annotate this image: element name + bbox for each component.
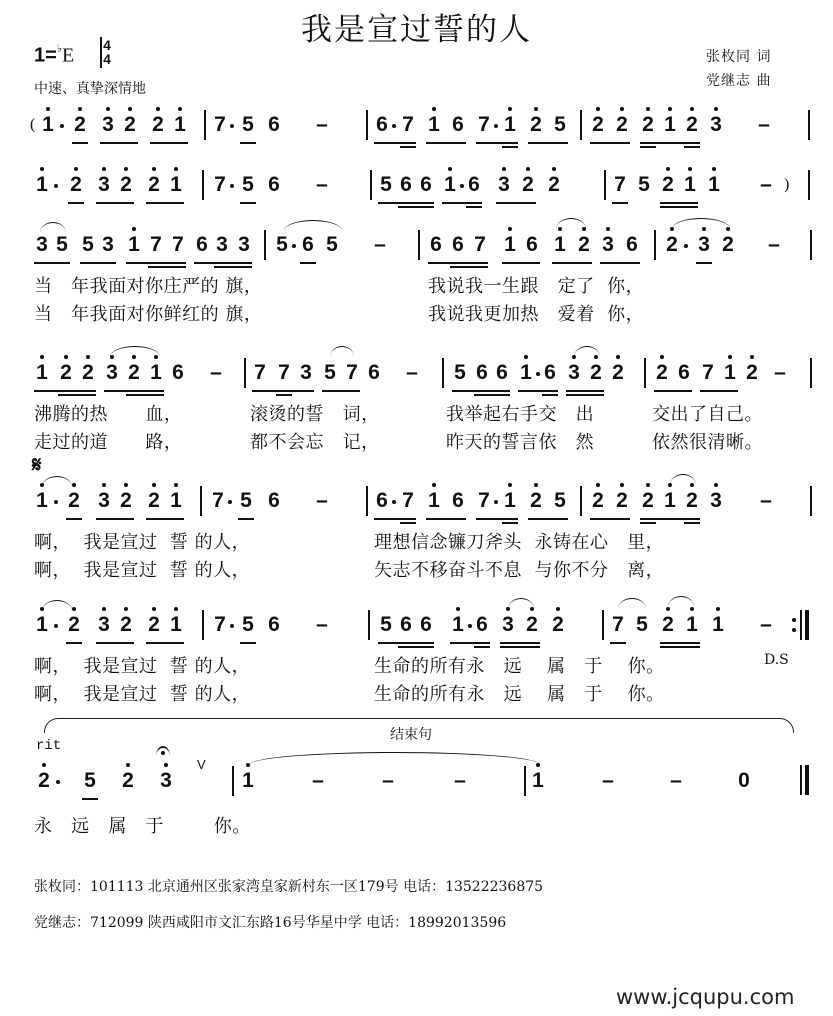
- note: 5: [554, 113, 566, 136]
- note: 6: [430, 233, 442, 256]
- note: 3: [158, 768, 174, 794]
- score-line-4: [0, 360, 833, 400]
- lyric-v1: 沸腾的热 血，: [34, 404, 183, 425]
- note: 3: [100, 112, 116, 138]
- note: 2: [664, 232, 680, 258]
- note: 2: [640, 112, 656, 138]
- note: 7: [702, 361, 714, 384]
- note: 6: [368, 361, 380, 384]
- note: 3: [216, 233, 228, 256]
- note: 5: [242, 113, 254, 136]
- lyric-v2: 我说我更加热 爱着 你，: [428, 304, 645, 325]
- rit-marking: rit: [36, 738, 62, 754]
- note: 1: [662, 488, 678, 514]
- note: 7: [346, 361, 358, 384]
- note: 7: [150, 233, 162, 256]
- note: 5: [84, 769, 96, 792]
- note-rest: 0: [738, 769, 750, 792]
- note-dash: –: [774, 361, 786, 384]
- note: 2: [126, 360, 142, 386]
- segno-icon: 𝄋: [32, 452, 42, 478]
- note: 5: [56, 233, 68, 256]
- note: 1: [426, 112, 442, 138]
- note: 2: [590, 112, 606, 138]
- note: 1: [552, 232, 568, 258]
- note: 5: [380, 173, 392, 196]
- note: 6: [400, 173, 412, 196]
- note: 6: [302, 233, 314, 256]
- note: 6: [678, 361, 690, 384]
- note: 6: [468, 173, 480, 196]
- tie: [250, 752, 540, 767]
- composer-credit: 党继志 曲: [706, 73, 772, 89]
- note: 5: [242, 173, 254, 196]
- note: 6: [452, 233, 464, 256]
- note: 3: [708, 112, 724, 138]
- note: 7: [614, 173, 626, 196]
- final-barline-thin: [800, 765, 802, 795]
- lyric-v2: 啊， 我是宣过 誓 的人，: [34, 560, 251, 581]
- note: 6: [420, 173, 432, 196]
- note: 1: [710, 612, 726, 638]
- note: 3: [500, 612, 516, 638]
- lyric-v1: 交出了自己。: [652, 404, 763, 425]
- note: 5: [636, 613, 648, 636]
- note: 2: [528, 488, 544, 514]
- note: 1: [426, 488, 442, 514]
- note: 2: [660, 612, 676, 638]
- note: 2: [118, 612, 134, 638]
- note: 1: [502, 112, 518, 138]
- note: 5: [324, 361, 336, 384]
- note: 2: [744, 360, 760, 386]
- score-line-2: [0, 172, 833, 212]
- note: 2: [640, 488, 656, 514]
- note: 2: [528, 112, 544, 138]
- note-dash: –: [406, 361, 418, 384]
- song-title: 我是宣过誓的人: [301, 12, 532, 48]
- note: 1: [706, 172, 722, 198]
- note: 2: [118, 488, 134, 514]
- note: 2: [550, 612, 566, 638]
- note-dash: –: [316, 489, 328, 512]
- note: 7: [478, 489, 490, 512]
- key-signature: 1=♭E: [34, 43, 75, 67]
- lyric-v2: 啊， 我是宣过 誓 的人，: [34, 684, 251, 705]
- note-dash: –: [758, 113, 770, 136]
- note: 1: [502, 232, 518, 258]
- note-dash: –: [316, 173, 328, 196]
- note: 6: [376, 113, 388, 136]
- lyric-v2: 矢志不移奋斗不息 与你不分 离，: [374, 560, 665, 581]
- note: 1: [126, 232, 142, 258]
- note: 2: [520, 172, 536, 198]
- note: 7: [172, 233, 184, 256]
- paren-open: (: [30, 116, 36, 133]
- paren-close: ): [784, 176, 790, 193]
- note: 6: [476, 361, 488, 384]
- note: 6: [196, 233, 208, 256]
- note: 2: [614, 488, 630, 514]
- note: 3: [708, 488, 724, 514]
- note: 5: [240, 489, 252, 512]
- lyric-v2: 依然很清晰。: [652, 432, 763, 453]
- ds-marking: D.S: [764, 652, 789, 668]
- note: 2: [72, 112, 88, 138]
- contact-composer: 党继志：712099 陕西咸阳市文汇东路16号华星中学 电话：18992013596: [34, 915, 507, 931]
- note: 1: [168, 488, 184, 514]
- note: 6: [268, 613, 280, 636]
- score-line-5: [0, 488, 833, 528]
- lyric-v2: 走过的道 路，: [34, 432, 183, 453]
- note: 6: [268, 173, 280, 196]
- note: 3: [104, 360, 120, 386]
- note: 1: [168, 612, 184, 638]
- note-dash: –: [316, 113, 328, 136]
- note: 2: [588, 360, 604, 386]
- note: 6: [452, 113, 464, 136]
- note: 6: [268, 489, 280, 512]
- fermata-dot: [161, 751, 165, 755]
- note: 1: [682, 172, 698, 198]
- note: 2: [66, 488, 82, 514]
- note: 7: [278, 361, 290, 384]
- lyric-ending: 永 远 属 于 你。: [34, 816, 251, 837]
- note: 7: [478, 113, 490, 136]
- note: 6: [452, 489, 464, 512]
- note: 2: [120, 768, 136, 794]
- note: 2: [146, 172, 162, 198]
- note: 6: [172, 361, 184, 384]
- breath-mark: V: [197, 757, 206, 772]
- note: 3: [96, 612, 112, 638]
- contact-lyricist: 张枚同：101113 北京通州区张家湾皇家新村东一区179号 电话：13522236875: [34, 879, 544, 895]
- note: 3: [102, 233, 114, 256]
- note: 7: [214, 173, 226, 196]
- note: 2: [610, 360, 626, 386]
- note: 2: [66, 612, 82, 638]
- lyric-v1: 当 年我面对你庄严的 旗，: [34, 276, 263, 297]
- lyric-v1: 滚烫的誓 词，: [250, 404, 380, 425]
- note-dash: –: [316, 613, 328, 636]
- note-dash: –: [374, 233, 386, 256]
- note: 1: [168, 172, 184, 198]
- note: 2: [590, 488, 606, 514]
- note: 7: [612, 613, 624, 636]
- note: 2: [36, 768, 52, 794]
- note-dash: –: [602, 769, 614, 792]
- note-dash: –: [670, 769, 682, 792]
- note-dash: –: [760, 489, 772, 512]
- note: 7: [402, 113, 414, 136]
- score-line-6: [0, 612, 833, 652]
- note: 6: [526, 233, 538, 256]
- note: 5: [454, 361, 466, 384]
- lyricist-credit: 张枚同 词: [706, 49, 772, 65]
- note: 1: [240, 768, 256, 794]
- note-dash: –: [210, 361, 222, 384]
- lyric-v1: 我举起右手交 出: [446, 404, 595, 425]
- tempo-marking: 中速、真挚深情地: [34, 81, 146, 97]
- note: 3: [96, 488, 112, 514]
- note: 3: [566, 360, 582, 386]
- note: 1: [442, 172, 458, 198]
- note: 1: [34, 172, 50, 198]
- lyric-v2: 当 年我面对你鲜红的 旗，: [34, 304, 263, 325]
- note-dash: –: [312, 769, 324, 792]
- note: 3: [300, 361, 312, 384]
- note: 7: [214, 613, 226, 636]
- note: 1: [502, 488, 518, 514]
- note: 2: [654, 360, 670, 386]
- note: 3: [36, 233, 48, 256]
- note: 5: [82, 233, 94, 256]
- time-signature: 4 4: [100, 38, 114, 66]
- note: 7: [474, 233, 486, 256]
- note: 3: [600, 232, 616, 258]
- note: 6: [420, 613, 432, 636]
- watermark: www.jcqupu.com: [616, 985, 795, 1009]
- note: 1: [684, 612, 700, 638]
- lyric-v2: 昨天的誓言依 然: [446, 432, 595, 453]
- note: 1: [530, 768, 546, 794]
- note: 7: [254, 361, 266, 384]
- note: 1: [40, 112, 56, 138]
- lyric-v1: 生命的所有永 远 属 于 你。: [374, 656, 665, 677]
- note: 5: [380, 613, 392, 636]
- lyric-v1: 啊， 我是宣过 誓 的人，: [34, 656, 251, 677]
- note: 1: [148, 360, 164, 386]
- lyric-v2: 生命的所有永 远 属 于 你。: [374, 684, 665, 705]
- note: 1: [722, 360, 738, 386]
- score-line-7: [0, 768, 833, 808]
- note: 5: [554, 489, 566, 512]
- note: 1: [518, 360, 534, 386]
- note: 5: [242, 613, 254, 636]
- note-dash: –: [760, 613, 772, 636]
- note: 1: [34, 488, 50, 514]
- note: 1: [34, 612, 50, 638]
- note: 6: [626, 233, 638, 256]
- note: 2: [576, 232, 592, 258]
- note: 1: [172, 112, 188, 138]
- note: 6: [544, 361, 556, 384]
- note: 2: [80, 360, 96, 386]
- note: 6: [476, 613, 488, 636]
- note: 3: [496, 172, 512, 198]
- note-dash: –: [454, 769, 466, 792]
- note-dash: –: [768, 233, 780, 256]
- note: 3: [238, 233, 250, 256]
- note-dash: –: [760, 173, 772, 196]
- lyric-v2: 都不会忘 记，: [250, 432, 380, 453]
- note-dash: –: [382, 769, 394, 792]
- note: 2: [146, 612, 162, 638]
- note: 2: [660, 172, 676, 198]
- note: 1: [662, 112, 678, 138]
- note: 2: [684, 488, 700, 514]
- note: 5: [326, 233, 338, 256]
- note: 2: [684, 112, 700, 138]
- note: 6: [268, 113, 280, 136]
- lyric-v1: 理想信念镰刀斧头 永铸在心 里，: [374, 532, 665, 553]
- lyric-v1: 啊， 我是宣过 誓 的人，: [34, 532, 251, 553]
- note: 7: [402, 489, 414, 512]
- note: 2: [146, 488, 162, 514]
- note: 6: [496, 361, 508, 384]
- note: 2: [122, 112, 138, 138]
- note: 6: [376, 489, 388, 512]
- note: 2: [150, 112, 166, 138]
- note: 2: [58, 360, 74, 386]
- note: 2: [546, 172, 562, 198]
- note: 5: [638, 173, 650, 196]
- note: 2: [68, 172, 84, 198]
- ending-label: 结束句: [390, 727, 432, 743]
- note: 3: [96, 172, 112, 198]
- score-line-3: [0, 232, 833, 272]
- note: 2: [118, 172, 134, 198]
- note: 3: [696, 232, 712, 258]
- note: 1: [450, 612, 466, 638]
- note: 2: [720, 232, 736, 258]
- lyric-v1: 我说我一生跟 定了 你，: [428, 276, 645, 297]
- final-barline-thick: [805, 765, 809, 795]
- note: 7: [212, 489, 224, 512]
- note: 2: [524, 612, 540, 638]
- note: 1: [34, 360, 50, 386]
- note: 2: [614, 112, 630, 138]
- note: 7: [214, 113, 226, 136]
- note: 6: [400, 613, 412, 636]
- note: 5: [276, 233, 288, 256]
- score-line-1: [0, 112, 833, 152]
